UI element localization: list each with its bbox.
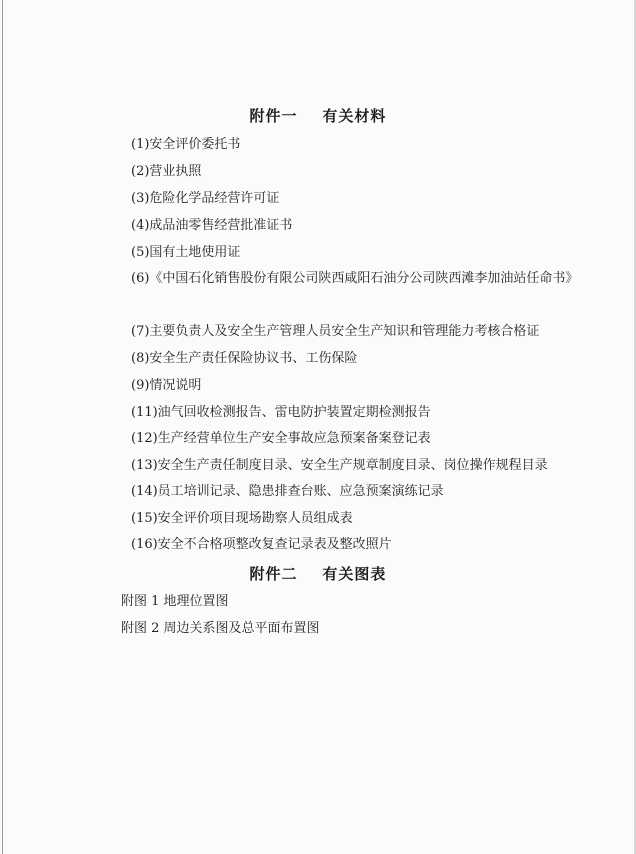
list-item-6: (6)《中国石化销售股份有限公司陕西咸阳石油分公司陕西滩李加油站任命书》 xyxy=(131,271,579,286)
list-item-7: (7)主要负责人及安全生产管理人员安全生产知识和管理能力考核合格证 xyxy=(131,324,540,339)
list-item-15: (15)安全评价项目现场勘察人员组成表 xyxy=(131,511,353,526)
list-item-5: (5)国有土地使用证 xyxy=(131,245,241,260)
list-item-14: (14)员工培训记录、隐患排查台账、应急预案演练记录 xyxy=(131,484,444,499)
section-heading-figures: 附件二 有关图表 xyxy=(249,565,387,583)
list-item-13: (13)安全生产责任制度目录、安全生产规章制度目录、岗位操作规程目录 xyxy=(131,458,548,473)
scan-edge-left xyxy=(2,0,3,854)
section-heading-materials: 附件一 有关材料 xyxy=(249,107,387,125)
list-item-12: (12)生产经营单位生产安全事故应急预案备案登记表 xyxy=(131,431,431,446)
list-item-8: (8)安全生产责任保险协议书、工伤保险 xyxy=(131,351,358,366)
list-item-1: (1)安全评价委托书 xyxy=(131,137,241,152)
list-item-2: (2)营业执照 xyxy=(131,164,202,179)
list-item-3: (3)危险化学品经营许可证 xyxy=(131,191,280,206)
figure-item-1: 附图 1 地理位置图 xyxy=(121,594,229,609)
list-item-4: (4)成品油零售经营批准证书 xyxy=(131,218,293,233)
figure-item-2: 附图 2 周边关系图及总平面布置图 xyxy=(121,621,320,636)
list-item-11: (11)油气回收检测报告、雷电防护装置定期检测报告 xyxy=(131,405,431,420)
list-item-16: (16)安全不合格项整改复查记录表及整改照片 xyxy=(131,537,392,552)
list-item-9: (9)情况说明 xyxy=(131,378,202,393)
